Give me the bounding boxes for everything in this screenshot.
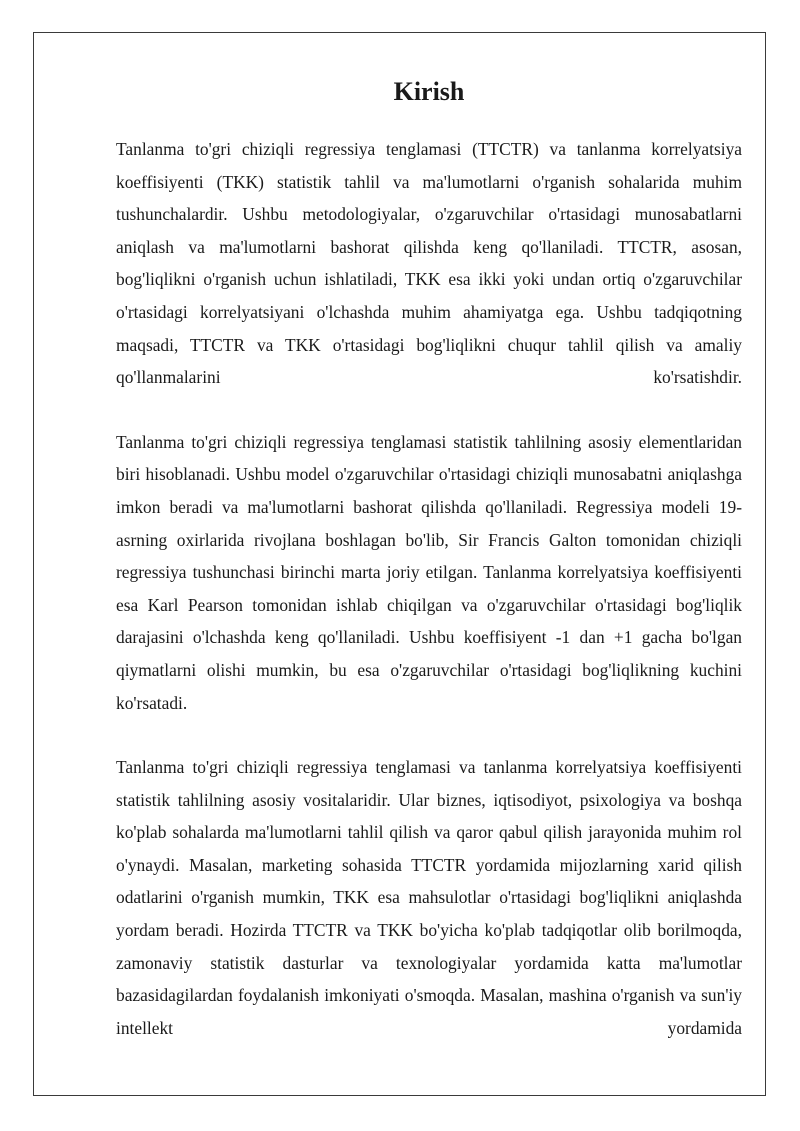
- document-body: [116, 76, 742, 1076]
- paragraph-applications: Tanlanma to'gri chiziqli regressiya tenglamasi va tanlanma korrelyatsiya koeffisiyenti statistik tahlilning asosiy vositalaridir. Ular biznes, iqtisodiyot, psixologiya va boshqa ko'plab sohalarda ma'lumotlarni tahlil qilish va qaror qabul qilish jarayonida muhim rol o'ynaydi. Masalan, marketing sohasida TTCTR yordamida mijozlarning xarid qilish odatlarini o'rganish mumkin, TKK esa mahsulotlar o'rtasidagi bog'liqlikni aniqlashda yordam beradi. Hozirda TTCTR va TKK bo'yicha ko'plab tadqiqotlar olib borilmoqda, zamonaviy statistik dasturlar va texnologiyalar yordamida katta ma'lumotlar bazasidagilardan foydalanish imkoniyati o'smoqda. Masalan, mashina o'rganish va sun'iy intellekt yordamida: [116, 757, 742, 1038]
- paragraph-history: Tanlanma to'gri chiziqli regressiya tenglamasi statistik tahlilning asosiy elementlaridan biri hisoblanadi. Ushbu model o'zgaruvchilar o'rtasidagi chiziqli munosabatni aniqlashga imkon beradi va ma'lumotlarni bashorat qilishda qo'llaniladi. Regressiya modeli 19-asrning oxirlarida rivojlana boshlagan bo'lib, Sir Francis Galton tomonidan chiziqli regressiya tushunchasi birinchi marta joriy etilgan. Tanlanma korrelyatsiya koeffisiyenti esa Karl Pearson tomonidan ishlab chiqilgan va o'zgaruvchilar o'rtasidagi bog'liqlik darajasini o'lchashda keng qo'llaniladi. Ushbu koeffisiyent -1 dan +1 gacha bo'lgan qiymatlarni olishi mumkin, bu esa o'zgaruvchilar o'rtasidagi bog'liqlikning kuchini ko'rsatadi.: [116, 431, 742, 713]
- document-title: Kirish: [393, 77, 465, 106]
- paragraph-intro: Tanlanma to'gri chiziqli regressiya tenglamasi (TTCTR) va tanlanma korrelyatsiya koeffisiyenti (TKK) statistik tahlil va ma'lumotlarni o'rganish sohalarida muhim tushunchalardir. Ushbu metodologiyalar, o'zgaruvchilar o'rtasidagi munosabatlarni aniqlash va ma'lumotlarni bashorat qilishda keng qo'llaniladi. TTCTR, asosan, bog'liqlikni o'rganish uchun ishlatiladi, TKK esa ikki yoki undan ortiq o'zgaruvchilar o'rtasidagi korrelyatsiyani o'lchashda muhim ahamiyatga ega. Ushbu tadqiqotning maqsadi, TTCTR va TKK o'rtasidagi bog'liqlikni chuqur tahlil qilish va amaliy qo'llanmalarini ko'rsatishdir.: [116, 139, 742, 388]
